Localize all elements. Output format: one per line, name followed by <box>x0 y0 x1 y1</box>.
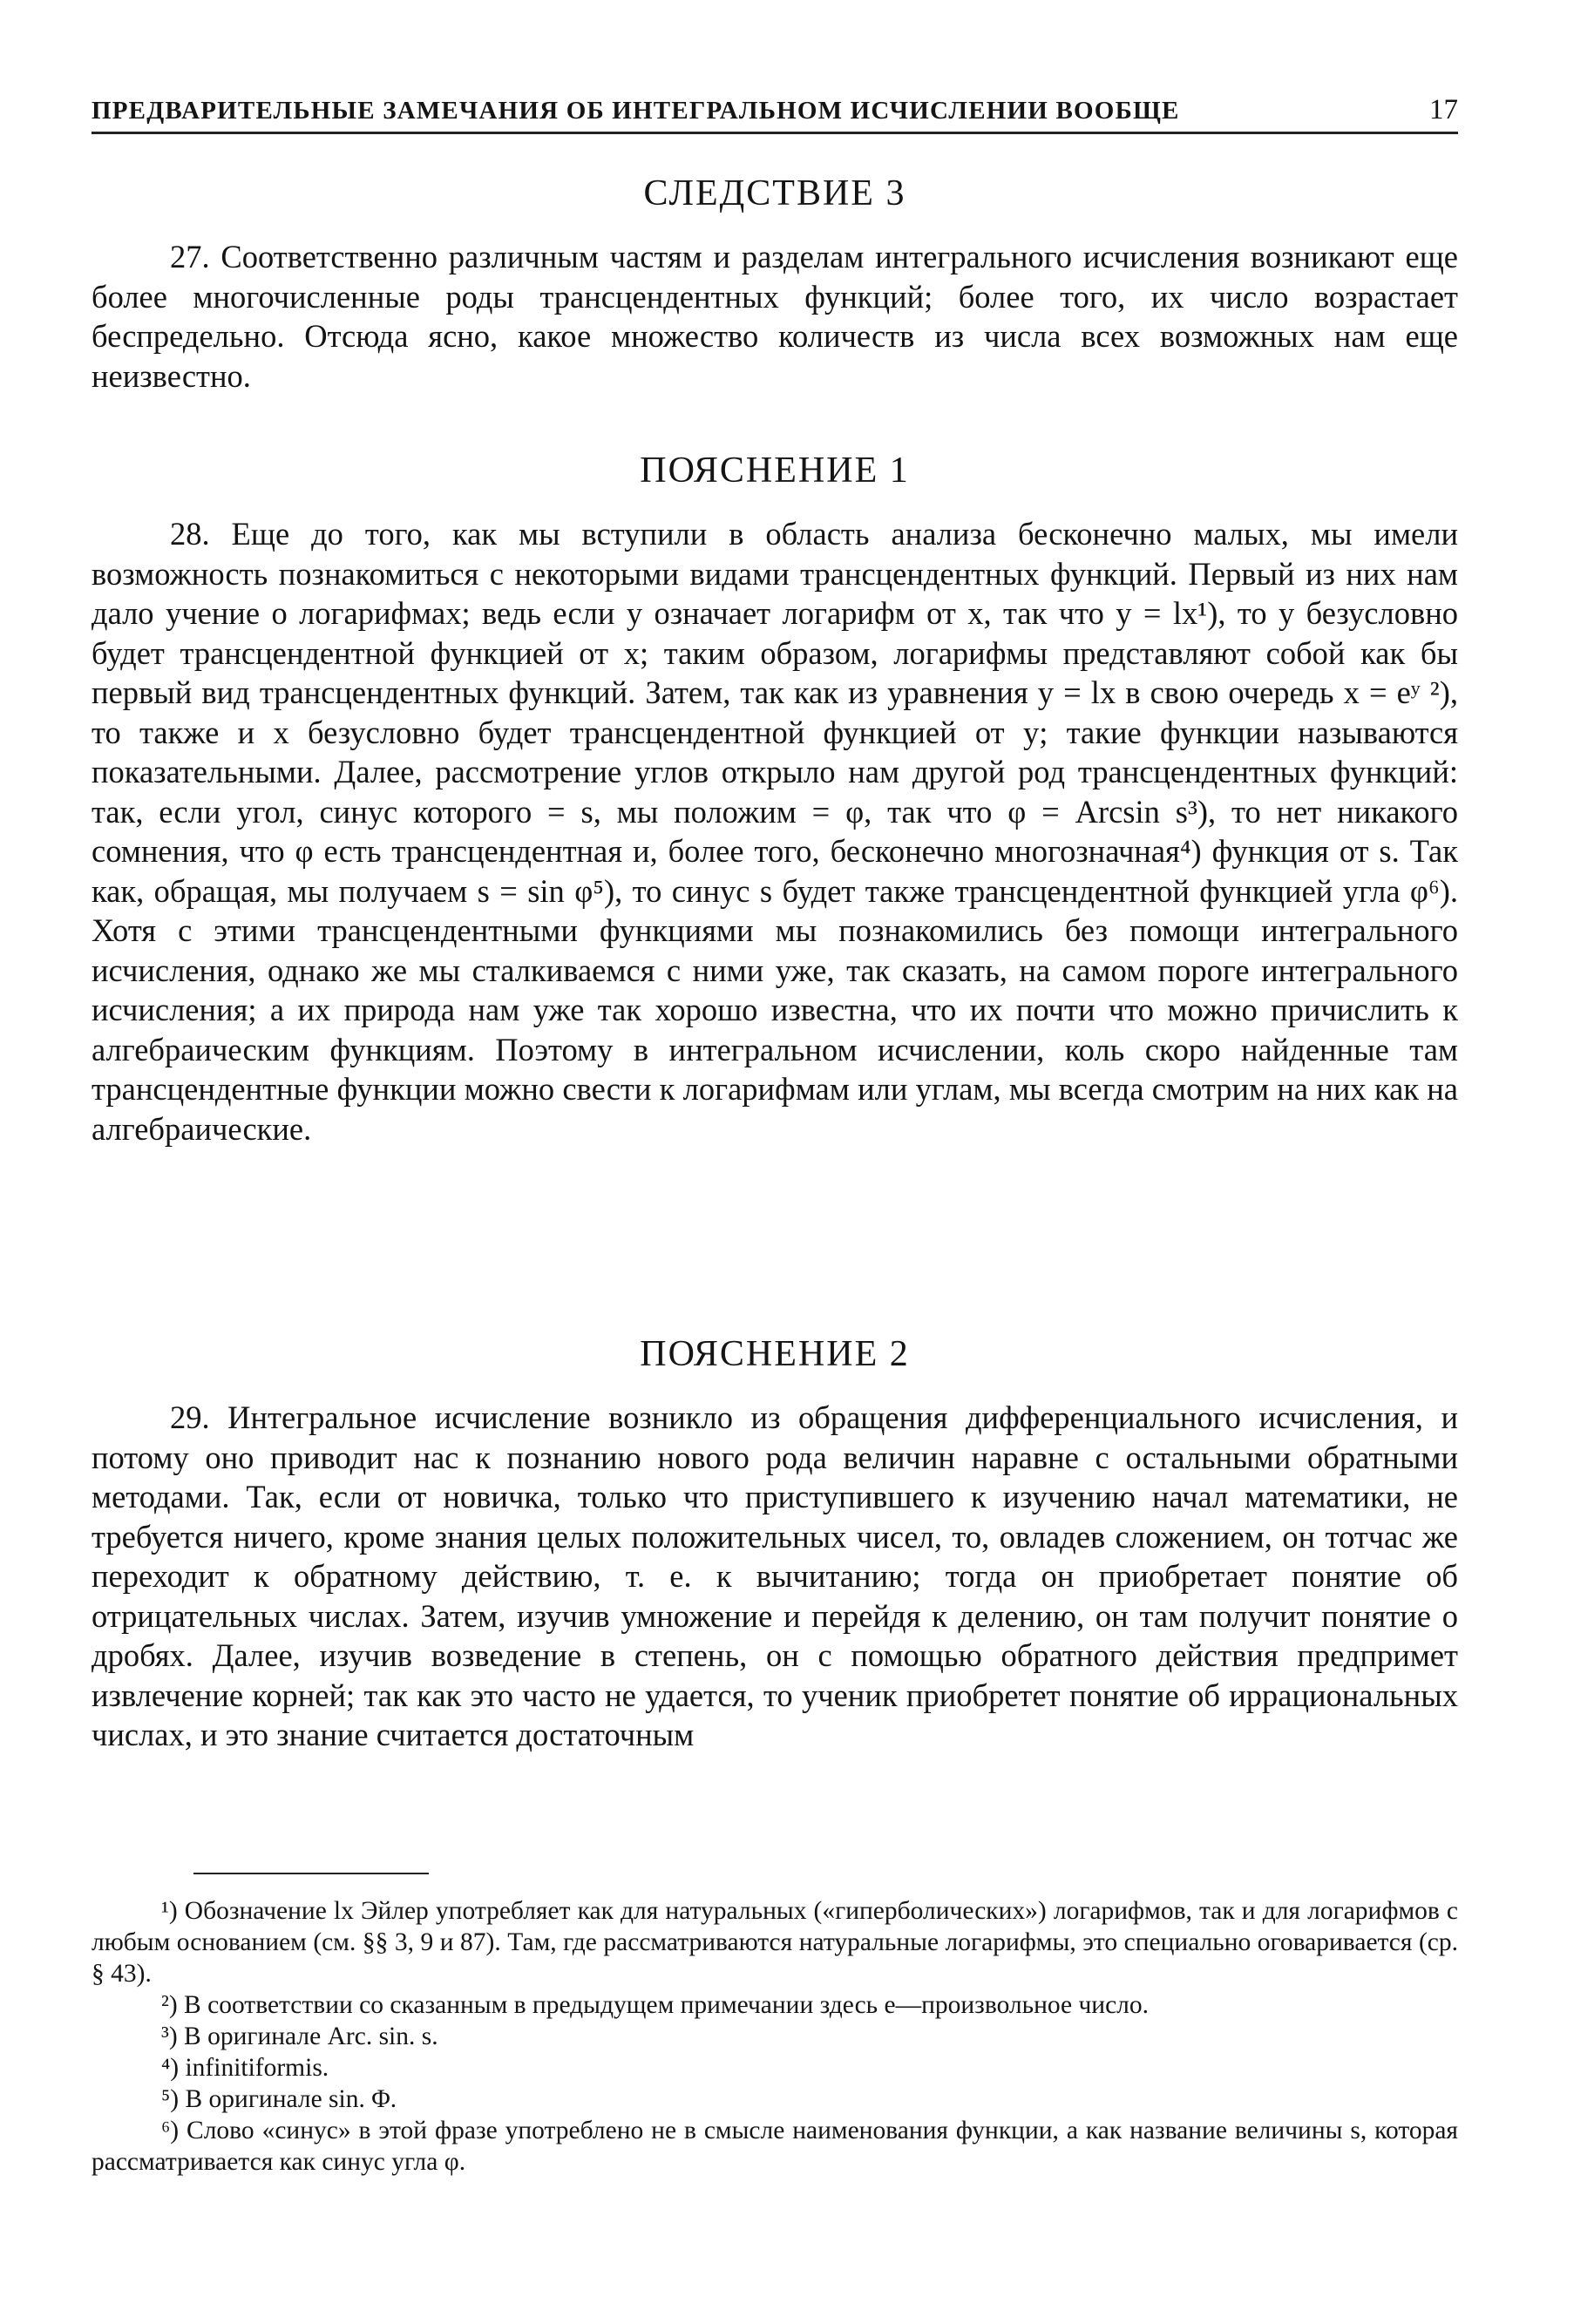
paragraph-28 <box>92 514 1458 1148</box>
page-number: 17 <box>1429 94 1458 125</box>
section-heading-explanation-1: ПОЯСНЕНИЕ 1 <box>640 451 910 491</box>
paragraph-27-text: 27. Соответственно различным частям и разделам интегрального исчисления возникают еще более многочисленные роды трансцендентных функций; более того, их число возрастает беспредельно. Отсюда ясно, какое множество количеств из числа всех возможных нам еще неизвестно. <box>92 239 1458 394</box>
footnote-5: ⁵) В оригинале sin. Φ. <box>161 2085 397 2113</box>
section-heading-explanation-2: ПОЯСНЕНИЕ 2 <box>640 1334 910 1374</box>
footnote-3: ³) В оригинале Arc. sin. s. <box>161 2022 438 2050</box>
section-heading-corollary-3: СЛЕДСТВИЕ 3 <box>643 173 906 213</box>
running-head-title: ПРЕДВАРИТЕЛЬНЫЕ ЗАМЕЧАНИЯ ОБ ИНТЕГРАЛЬНОМ ИСЧИСЛЕНИИ ВООБЩЕ <box>92 97 1180 125</box>
paragraph-28-text: 28. Еще до того, как мы вступили в область анализа бесконечно малых, мы имели возможность познакомиться с некоторыми видами трансцендентных функций. Первый из них нам дало учение о логарифмах; ведь если y означает логарифм от x, так что y = lx¹), то y безусловно будет трансцендентной функцией от x; таким образом, логарифмы представляют собой как бы первый вид трансцендентных функций. Затем, так как из уравнения y = lx в свою очередь x = eʸ ²), то также и x безусловно будет трансцендентной функцией от y; такие функции называются показательными. Далее, рассмотрение углов открыло нам другой род трансцендентных функций: так, если угол, синус которого = s, мы положим = φ, так что φ = Arcsin s³), то нет никакого сомнения, что φ есть трансцендентная и, более того, бесконечно многозначная⁴) функция от s. Так как, обращая, мы получаем s = sin φ⁵), то синус s будет также трансцендентной функцией угла φ⁶). Хотя с этими трансцендентными функциями мы познакомились без помощи интегрального исчисления, однако же мы сталкиваемся с ними уже, так сказать, на самом пороге интегрального исчисления; а их природа нам уже так хорошо известна, что их почти что можно причислить к алгебраическим функциям. Поэтому в интегральном исчислении, коль скоро найденные там трансцендентные функции можно свести к логарифмам или углам, мы всегда смотрим на них как на алгебраические. <box>92 516 1458 1147</box>
paragraph-29 <box>92 1398 1458 1755</box>
footnote-4: ⁴) infinitiformis. <box>161 2054 329 2082</box>
footnotes <box>92 1895 1458 2178</box>
paragraph-29-text: 29. Интегральное исчисление возникло из обращения дифференциального исчисления, и потому оно приводит нас к познанию нового рода величин наравне с остальными обратными методами. Так, если от новичка, только что приступившего к изучению начал математики, не требуется ничего, кроме знания целых положительных чисел, то, овладев сложением, он тотчас же переходит к обратному действию, т. е. к вычитанию; тогда он приобретает понятие об отрицательных числах. Затем, изучив умножение и перейдя к делению, он там получит понятие о дробях. Далее, изучив возведение в степень, он с помощью обратного действия предпримет извлечение корней; так как это часто не удается, то ученик приобретет понятие об иррациональных числах, и это знание считается достаточным <box>92 1399 1458 1752</box>
running-head <box>92 94 1458 134</box>
footnote-separator <box>193 1873 429 1874</box>
paragraph-27 <box>92 237 1458 396</box>
footnote-2: ²) В соответствии со сказанным в предыдущем примечании здесь e—произвольное число. <box>161 1991 1150 2019</box>
footnote-1: ¹) Обозначение lx Эйлер употребляет как для натуральных («гиперболических») логарифмов, так и для логарифмов с любым основанием (см. §§ 3, 9 и 87). Там, где рассматриваются натуральные логарифмы, это специально оговаривается (ср. § 43). <box>92 1897 1458 1988</box>
footnote-6: ⁶) Слово «синус» в этой фразе употреблено не в смысле наименования функции, а как название величины s, которая рассматривается как синус угла φ. <box>92 2117 1458 2176</box>
